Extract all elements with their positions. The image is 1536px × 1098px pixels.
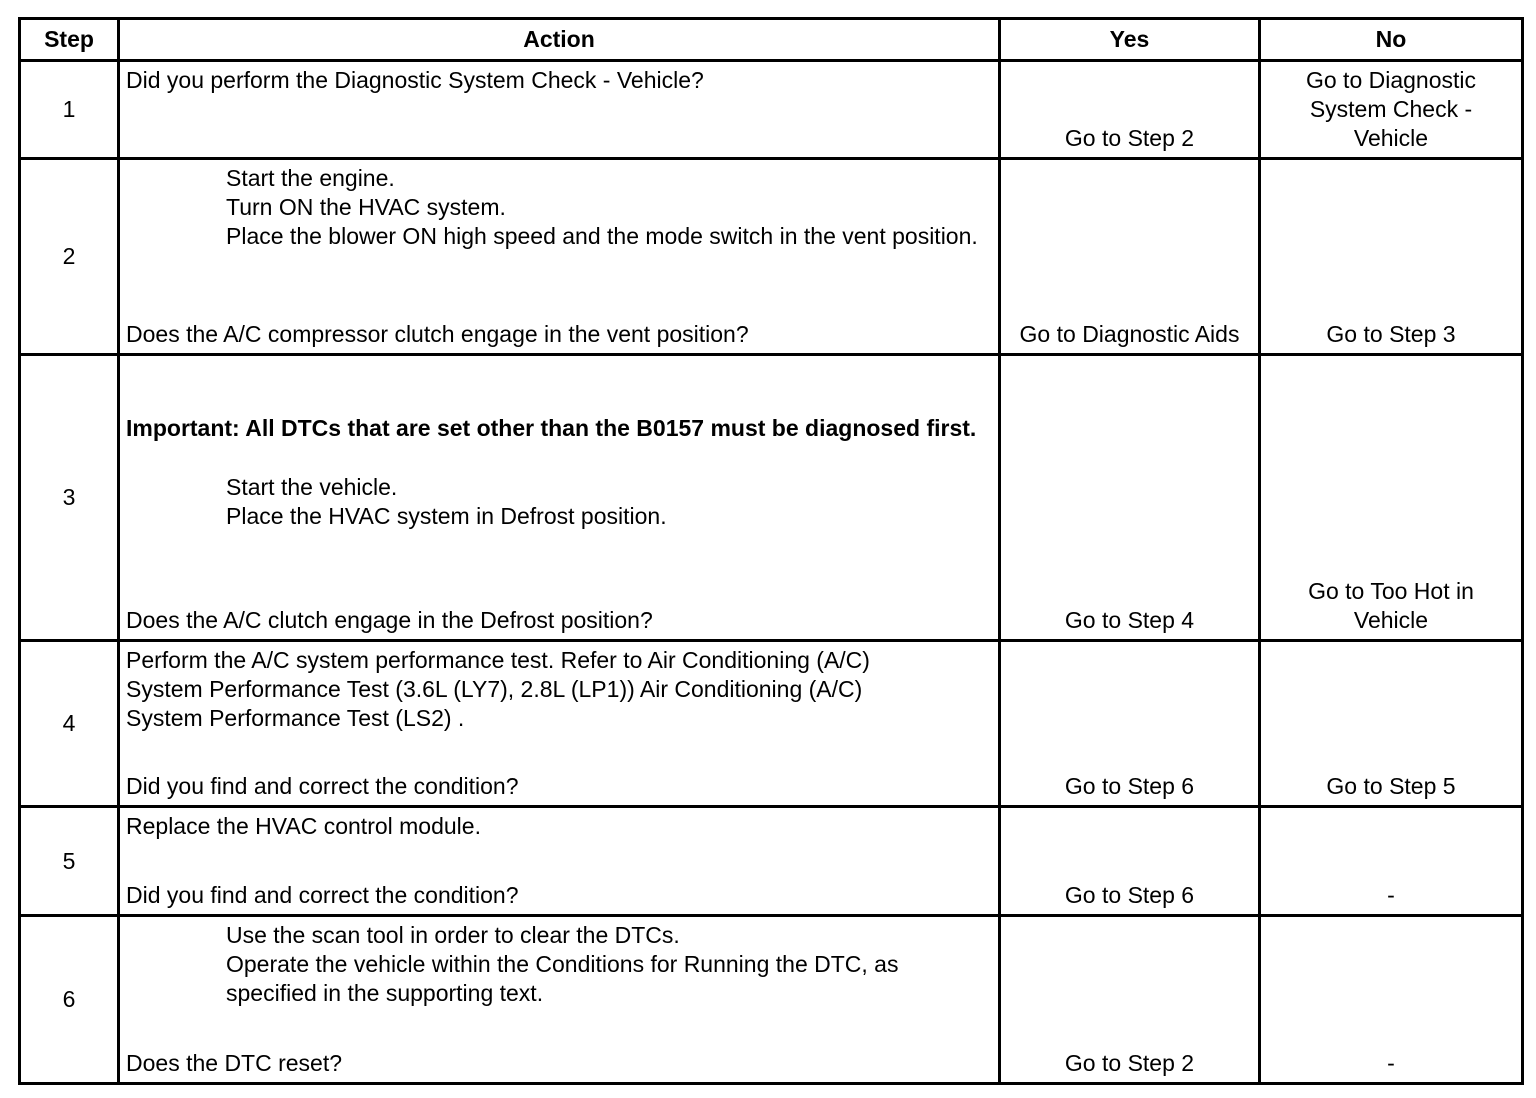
table-row — [20, 641, 1523, 807]
header-yes: Yes — [1000, 19, 1260, 61]
no-cell — [1260, 355, 1523, 641]
step-number: 5 — [20, 807, 119, 916]
instruction-item: Operate the vehicle within the Conditions for Running the DTC, as specified in the supporting text. — [226, 951, 905, 1006]
step-number: 2 — [20, 159, 119, 355]
action-question: Does the A/C compressor clutch engage in the vent position? — [126, 321, 749, 347]
action-cell — [119, 916, 1000, 1084]
action-cell — [119, 61, 1000, 159]
no-link[interactable]: Go to Step 5 — [1326, 773, 1456, 799]
action-question: Did you find and correct the condition? — [126, 773, 519, 799]
action-text: Replace the HVAC control module. — [126, 813, 481, 839]
action-cell — [119, 159, 1000, 355]
instruction-item: Place the blower ON high speed and the mode switch in the vent position. — [226, 223, 978, 249]
no-value: - — [1387, 1050, 1395, 1076]
no-cell — [1260, 641, 1523, 807]
yes-link[interactable]: Go to Step 4 — [1064, 607, 1195, 633]
yes-cell — [1000, 61, 1260, 159]
action-question: Does the A/C clutch engage in the Defrost position? — [126, 607, 653, 633]
instruction-list — [126, 164, 992, 251]
action-cell — [119, 807, 1000, 916]
no-cell — [1260, 61, 1523, 159]
step-number: 3 — [20, 355, 119, 641]
step-number: 6 — [20, 916, 119, 1084]
instruction-item: Turn ON the HVAC system. — [226, 194, 506, 220]
instruction-item: Start the engine. — [226, 165, 395, 191]
header-row — [20, 19, 1523, 61]
action-cell — [119, 641, 1000, 807]
action-question: Did you perform the Diagnostic System Check - Vehicle? — [126, 67, 704, 93]
yes-link[interactable]: Go to Step 2 — [1064, 125, 1195, 151]
no-value: - — [1387, 882, 1395, 908]
table-row — [20, 159, 1523, 355]
yes-cell — [1000, 916, 1260, 1084]
no-link[interactable]: Go to Diagnostic System Check - Vehicle — [1305, 67, 1477, 151]
yes-cell — [1000, 807, 1260, 916]
diagnostic-table — [18, 17, 1524, 1085]
action-cell — [119, 355, 1000, 641]
important-note: Important: All DTCs that are set other than the B0157 must be diagnosed first. — [126, 415, 977, 441]
table-row — [20, 61, 1523, 159]
no-cell — [1260, 159, 1523, 355]
yes-cell — [1000, 641, 1260, 807]
yes-link[interactable]: Go to Step 2 — [1064, 1050, 1195, 1076]
header-action: Action — [119, 19, 1000, 61]
yes-link[interactable]: Go to Step 6 — [1064, 773, 1195, 799]
instruction-item: Use the scan tool in order to clear the DTCs. — [226, 922, 680, 948]
action-question: Does the DTC reset? — [126, 1050, 343, 1076]
header-no: No — [1260, 19, 1523, 61]
instruction-list — [126, 473, 992, 531]
no-link[interactable]: Go to Too Hot in Vehicle — [1308, 578, 1474, 633]
step-number: 4 — [20, 641, 119, 807]
instruction-item: Start the vehicle. — [226, 474, 398, 500]
table-row — [20, 355, 1523, 641]
header-step: Step — [20, 19, 119, 61]
yes-cell — [1000, 355, 1260, 641]
instruction-list — [126, 921, 992, 1008]
action-question: Did you find and correct the condition? — [126, 882, 519, 908]
no-cell — [1260, 916, 1523, 1084]
step-number: 1 — [20, 61, 119, 159]
no-cell — [1260, 807, 1523, 916]
yes-link[interactable]: Go to Step 6 — [1064, 882, 1195, 908]
yes-cell — [1000, 159, 1260, 355]
table-row — [20, 916, 1523, 1084]
action-text: Perform the A/C system performance test. Refer to Air Conditioning (A/C) System Performance Test (3.6L (LY7), 2.8L (LP1)) Air Conditioning (A/C) System Performance Test (LS2) . — [126, 647, 870, 731]
no-link[interactable]: Go to Step 3 — [1326, 321, 1456, 347]
table-row — [20, 807, 1523, 916]
instruction-item: Place the HVAC system in Defrost position. — [226, 503, 667, 529]
yes-link[interactable]: Go to Diagnostic Aids — [1019, 321, 1240, 347]
